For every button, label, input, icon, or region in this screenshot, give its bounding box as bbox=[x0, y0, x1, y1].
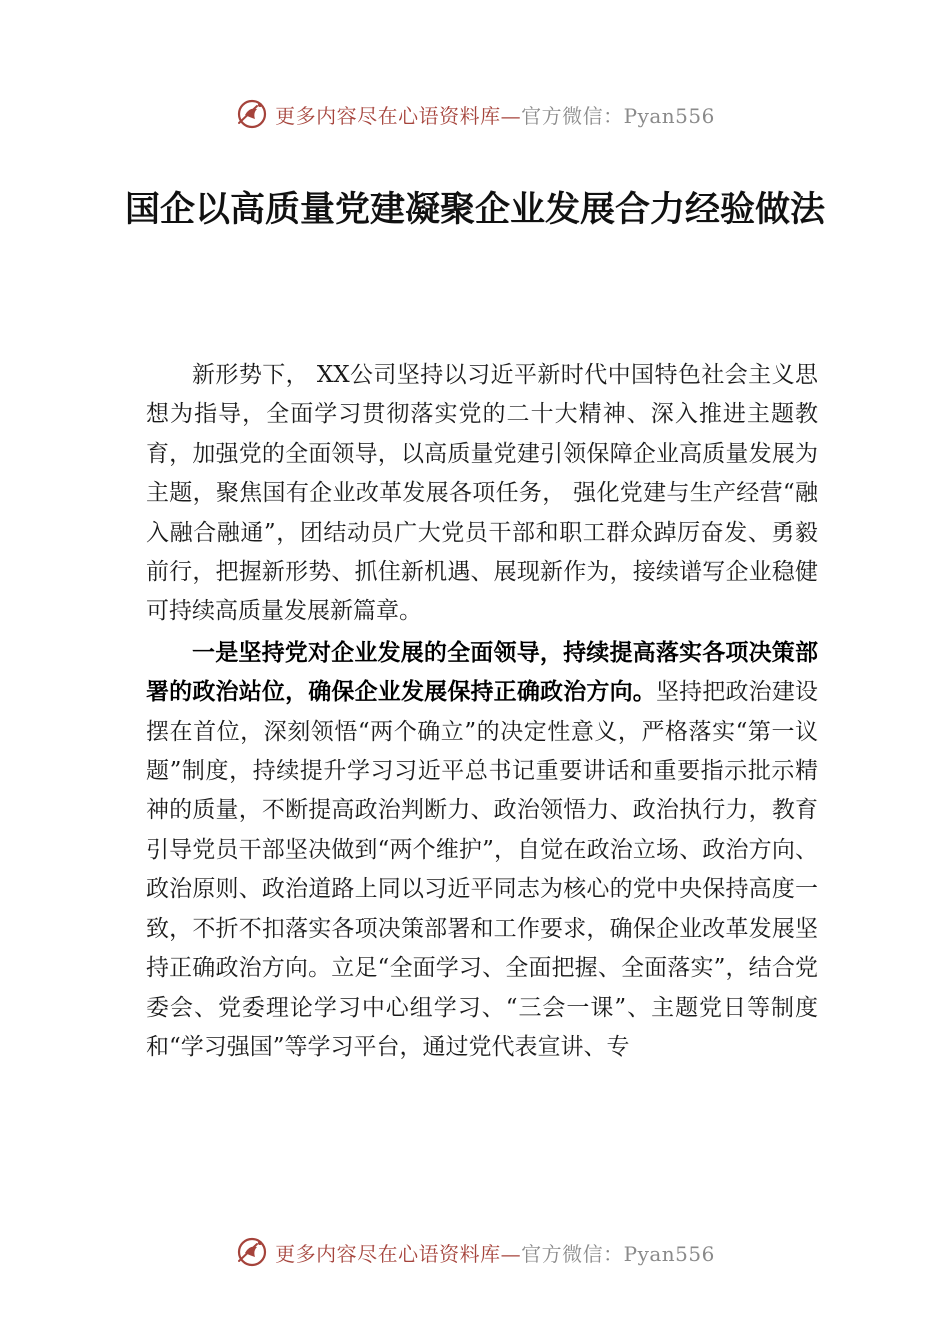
intro-paragraph: 新形势下， XX公司坚持以习近平新时代中国特色社会主义思想为指导，全面学习贯彻落实党的二十大精神、深入推进主题教育，加强党的全面领导，以高质量党建引领保障企业高质量发展为主题，聚焦国有企业改革发展各项任务， 强化党建与生产经营“融入融合融通”，团结动员广大党员干部和职工群众踔厉奋发、勇毅前行，把握新形势、抓住新机遇、展现新作为，接续谱写企业稳健可持续高质量发展新篇章。 bbox=[146, 362, 818, 625]
header-banner bbox=[0, 94, 950, 134]
document-title: 国企以高质量党建凝聚企业发展合力经验做法 bbox=[124, 189, 825, 230]
banner-site-text: 更多内容尽在心语资料库 bbox=[275, 1241, 501, 1266]
banner-dash: — bbox=[500, 103, 522, 128]
document-body bbox=[146, 356, 818, 1067]
point-one-paragraph bbox=[146, 634, 818, 1067]
point-one-lead: 一是坚持党对企业发展的全面领导，持续提高落实各项决策部署的政治站位，确保企业发展保持正确政治方向。 bbox=[146, 639, 818, 706]
banner-wechat-id: Pyan556 bbox=[623, 103, 715, 128]
banner-wechat-label: 官方微信： bbox=[521, 103, 624, 128]
logo-icon bbox=[235, 97, 269, 131]
banner-site-text: 更多内容尽在心语资料库 bbox=[275, 103, 501, 128]
logo-icon bbox=[235, 1235, 269, 1269]
banner-dash: — bbox=[500, 1241, 522, 1266]
banner-wechat-label: 官方微信： bbox=[521, 1241, 624, 1266]
footer-banner bbox=[0, 1232, 950, 1272]
point-one-body: 坚持把政治建设摆在首位，深刻领悟“两个确立”的决定性意义，严格落实“第一议题”制度，持续提升学习习近平总书记重要讲话和重要指示批示精神的质量，不断提高政治判断力、政治领悟力、政治执行力，教育引导党员干部坚决做到“两个维护”，自觉在政治立场、政治方向、政治原则、政治道路上同以习近平同志为核心的党中央保持高度一致，不折不扣落实各项决策部署和工作要求，确保企业改革发展坚持正确政治方向。立足“全面学习、全面把握、全面落实”，结合党委会、党委理论学习中心组学习、“三会一课”、主题党日等制度和“学习强国”等学习平台，通过党代表宣讲、专 bbox=[146, 679, 819, 1060]
banner-wechat-id: Pyan556 bbox=[623, 1241, 715, 1266]
